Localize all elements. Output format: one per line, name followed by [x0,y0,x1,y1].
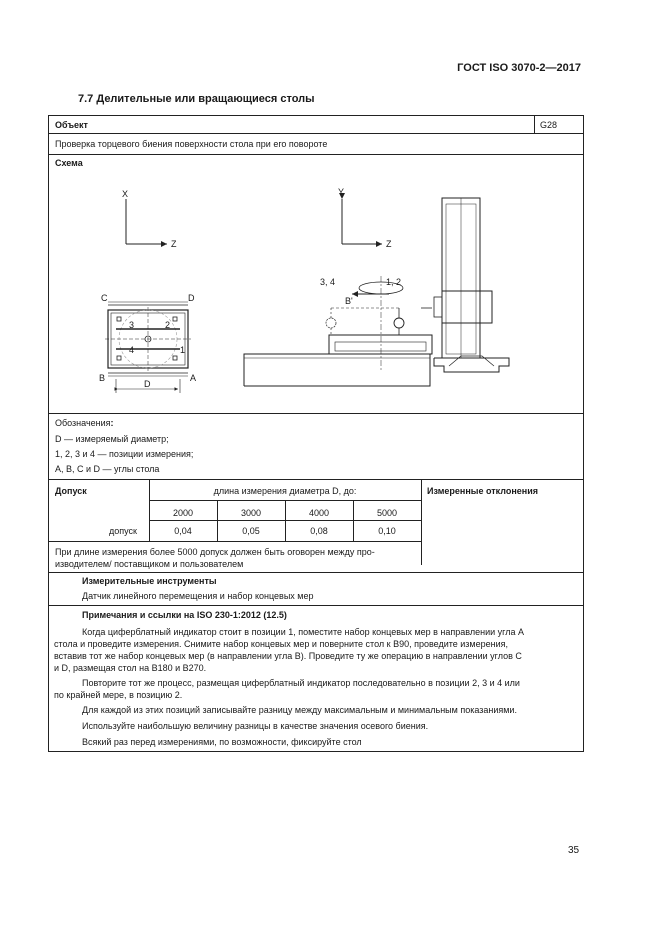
tolerance-row-label: допуск [109,526,137,536]
legend-line: D — измеряемый диаметр; [55,434,169,444]
instruments-text: Датчик линейного перемещения и набор концевых мер [82,591,314,601]
divider [49,479,583,480]
axis-y-label: Y [338,187,345,197]
section-title: 7.7 Делительные или вращающиеся столы [78,93,315,105]
divider [49,572,583,573]
notes-line: Для каждой из этих позиций записывайте разницу между максимальным и минимальным показаниями. [82,705,517,715]
legend-title-text: Обозначения [55,418,111,428]
tolerance-note-line: изводителем/ поставщиком и пользователем [55,559,244,569]
rotation-left-label: 3, 4 [320,277,336,287]
axis-z-label-left: Z [171,239,177,249]
legend-title [55,417,114,429]
corner-a-label: A [190,373,197,383]
diameter-label: D [144,379,151,389]
scheme-drawing [49,171,583,411]
notes-line: по крайней мере, в позицию 2. [54,690,183,700]
tolerance-header-wrap [149,485,421,497]
rotary-table-plan [99,293,196,393]
measured-deviations-label: Измеренные отклонения [427,486,539,496]
page-number: 35 [568,845,580,856]
position-2-label: 2 [165,320,171,330]
instruments-label: Измерительные инструменты [82,576,217,586]
position-1-label: 1 [180,345,186,355]
divider [49,605,583,606]
notes-line: Повторите тот же процесс, размещая циферблатный индикатор последовательно в позиции 2, 3 и 4 или [82,678,520,688]
table-divider [421,479,422,565]
divider [49,133,583,134]
notes-line: вставив тот же набор концевых мер (в направлении угла В). Проведите ту же операцию в направлении углов С [54,651,522,661]
tolerance-value: 0,10 [378,526,396,536]
scheme-label: Схема [55,158,83,168]
machine-side-view [244,198,509,386]
axis-z-label-right: Z [386,239,392,249]
b-prime-label: B' [345,296,353,306]
notes-line: и D, размещая стол на В180 и В270. [54,663,207,673]
tolerance-note-line: При длине измерения более 5000 допуск должен быть оговорен между про- [55,547,375,557]
divider [49,413,583,414]
notes-label: Примечания и ссылки на ISO 230-1:2012 (12.5) [82,610,287,620]
notes-line: Всякий раз перед измерениями, по возможности, фиксируйте стол [82,737,362,747]
object-label: Объект [55,120,88,130]
tolerance-value: 0,05 [242,526,260,536]
notes-line: Используйте наибольшую величину разницы в качестве значения осевого биения. [82,721,429,731]
corner-c-label: C [101,293,108,303]
divider [49,541,421,542]
position-4-label: 4 [129,345,135,355]
tolerance-label: Допуск [55,486,87,496]
object-code-divider [534,116,535,133]
length-3000: 3000 [240,508,262,518]
length-5000: 5000 [376,508,398,518]
legend-line: 1, 2, 3 и 4 — позиции измерения; [55,449,194,459]
test-sheet-frame [48,115,584,752]
legend-title-colon: : [110,418,114,428]
length-4000: 4000 [308,508,330,518]
rotation-right-label: 1, 2 [386,277,402,287]
corner-d-label: D [188,293,195,303]
divider [149,520,421,521]
axes-right [338,187,392,249]
tolerance-header: длина измерения диаметра D, до: [213,486,357,496]
tolerance-value: 0,04 [174,526,192,536]
tolerance-value: 0,08 [310,526,328,536]
axes-left [122,189,177,249]
position-3-label: 3 [129,320,135,330]
object-description: Проверка торцевого биения поверхности стола при его повороте [55,139,328,149]
divider [49,154,583,155]
notes-line: стола и проведите измерения. Снимите набор концевых мер и поверните стол к В90, проведите измерения, [54,639,508,649]
corner-b-label: B [99,373,106,383]
standard-header: ГОСТ ISO 3070-2—2017 [457,62,581,74]
object-code: G28 [540,120,558,130]
axis-x-label: X [122,189,129,199]
notes-line: Когда циферблатный индикатор стоит в позиции 1, поместите набор концевых мер в направлении угла А [82,627,524,637]
length-2000: 2000 [172,508,194,518]
legend-line: А, В, С и D — углы стола [55,464,160,474]
